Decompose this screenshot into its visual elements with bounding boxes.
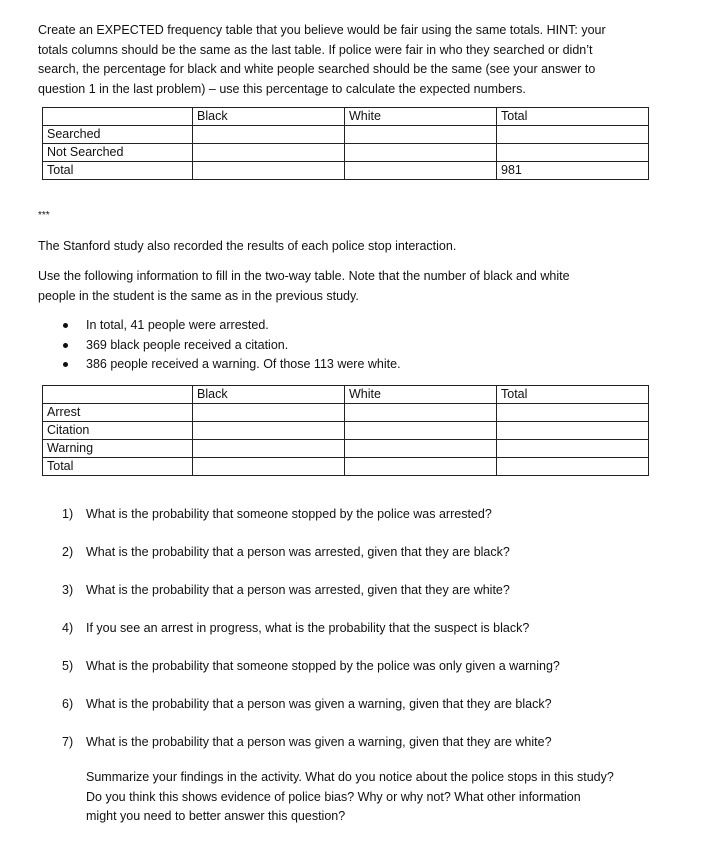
table-row: [43, 404, 649, 422]
table-cell[interactable]: [497, 144, 649, 162]
table-cell[interactable]: [193, 162, 345, 180]
table-cell[interactable]: [193, 144, 345, 162]
expected-frequency-table: [42, 107, 649, 180]
row-label: Total: [43, 162, 193, 180]
instructions-paragraph: [38, 267, 698, 306]
question-text: What is the probability that someone stopped by the police was only given a warning?: [86, 659, 560, 673]
bullet-icon: [63, 323, 68, 328]
header-cell: Black: [193, 386, 345, 404]
intro-line: totals columns should be the same as the last table. If police were fair in who they searched or didn’t: [38, 42, 593, 57]
question-text: What is the probability that someone stopped by the police was arrested?: [86, 507, 492, 521]
stop-outcome-table: [42, 385, 649, 476]
summary-prompt: [86, 768, 706, 827]
table-header-row: [43, 108, 649, 126]
question-number: 1): [62, 507, 74, 521]
instructions-line: Use the following information to fill in the two-way table. Note that the number of black and white: [38, 269, 570, 283]
info-bullets: [58, 316, 401, 375]
bullet-text: 386 people received a warning. Of those 113 were white.: [86, 357, 401, 371]
table-cell[interactable]: [193, 458, 345, 476]
question-item: [58, 733, 560, 771]
list-item: [58, 316, 401, 336]
row-label: Not Searched: [43, 144, 193, 162]
question-item: [58, 543, 560, 581]
bullet-icon: [63, 362, 68, 367]
table-cell[interactable]: [497, 422, 649, 440]
stanford-intro: The Stanford study also recorded the results of each police stop interaction.: [38, 239, 457, 253]
question-text: What is the probability that a person was arrested, given that they are black?: [86, 545, 510, 559]
question-text: What is the probability that a person was arrested, given that they are white?: [86, 583, 510, 597]
row-label: Searched: [43, 126, 193, 144]
row-label: Warning: [43, 440, 193, 458]
question-number: 7): [62, 735, 74, 749]
table-cell[interactable]: [345, 126, 497, 144]
instructions-line: people in the student is the same as in the previous study.: [38, 288, 359, 303]
header-cell: [43, 386, 193, 404]
header-cell: Total: [497, 108, 649, 126]
bullet-text: 369 black people received a citation.: [86, 337, 289, 352]
question-item: [58, 505, 560, 543]
table-row: [43, 144, 649, 162]
table-cell[interactable]: [193, 440, 345, 458]
summary-line: Do you think this shows evidence of police bias? Why or why not? What other information: [86, 789, 581, 804]
table-cell[interactable]: [345, 458, 497, 476]
table-cell[interactable]: [345, 404, 497, 422]
list-item: [58, 336, 401, 356]
table-cell[interactable]: [345, 440, 497, 458]
question-list: [58, 505, 560, 771]
table-cell[interactable]: [345, 422, 497, 440]
list-item: [58, 355, 401, 375]
summary-line: Summarize your findings in the activity. What do you notice about the police stops in this study?: [86, 770, 614, 784]
table-cell[interactable]: [193, 422, 345, 440]
table-cell[interactable]: [497, 404, 649, 422]
table-row: [43, 440, 649, 458]
table-cell[interactable]: 981: [497, 162, 649, 180]
intro-line: Create an EXPECTED frequency table that you believe would be fair using the same totals. HINT: your: [38, 23, 606, 37]
question-item: [58, 657, 560, 695]
table-cell[interactable]: [193, 404, 345, 422]
summary-line: might you need to better answer this question?: [86, 809, 346, 823]
question-number: 3): [62, 583, 74, 597]
intro-line: search, the percentage for black and white people searched should be the same (see your answer to: [38, 62, 596, 76]
table-cell[interactable]: [497, 458, 649, 476]
question-text: What is the probability that a person was given a warning, given that they are white?: [86, 735, 552, 749]
bullet-text: In total, 41 people were arrested.: [86, 318, 269, 332]
question-item: [58, 619, 560, 657]
row-label: Citation: [43, 422, 193, 440]
question-item: [58, 695, 560, 733]
table-row: [43, 162, 649, 180]
table-row: [43, 458, 649, 476]
header-cell: Total: [497, 386, 649, 404]
question-number: 4): [62, 621, 74, 635]
header-cell: White: [345, 108, 497, 126]
table-cell[interactable]: [497, 440, 649, 458]
question-text: If you see an arrest in progress, what is the probability that the suspect is black?: [86, 621, 530, 635]
header-cell: White: [345, 386, 497, 404]
question-number: 5): [62, 659, 74, 673]
intro-paragraph: [38, 21, 698, 99]
section-separator: ***: [38, 210, 50, 221]
intro-line: question 1 in the last problem) – use this percentage to calculate the expected numbers.: [38, 81, 526, 96]
header-cell: Black: [193, 108, 345, 126]
table-cell[interactable]: [345, 162, 497, 180]
table-cell[interactable]: [345, 144, 497, 162]
table-cell[interactable]: [497, 126, 649, 144]
header-cell: [43, 108, 193, 126]
row-label: Arrest: [43, 404, 193, 422]
table-row: [43, 422, 649, 440]
table-header-row: [43, 386, 649, 404]
table-row: [43, 126, 649, 144]
question-number: 6): [62, 697, 74, 711]
question-item: [58, 581, 560, 619]
bullet-icon: [63, 343, 68, 348]
row-label: Total: [43, 458, 193, 476]
question-number: 2): [62, 545, 74, 559]
table-cell[interactable]: [193, 126, 345, 144]
question-text: What is the probability that a person was given a warning, given that they are black?: [86, 697, 552, 711]
